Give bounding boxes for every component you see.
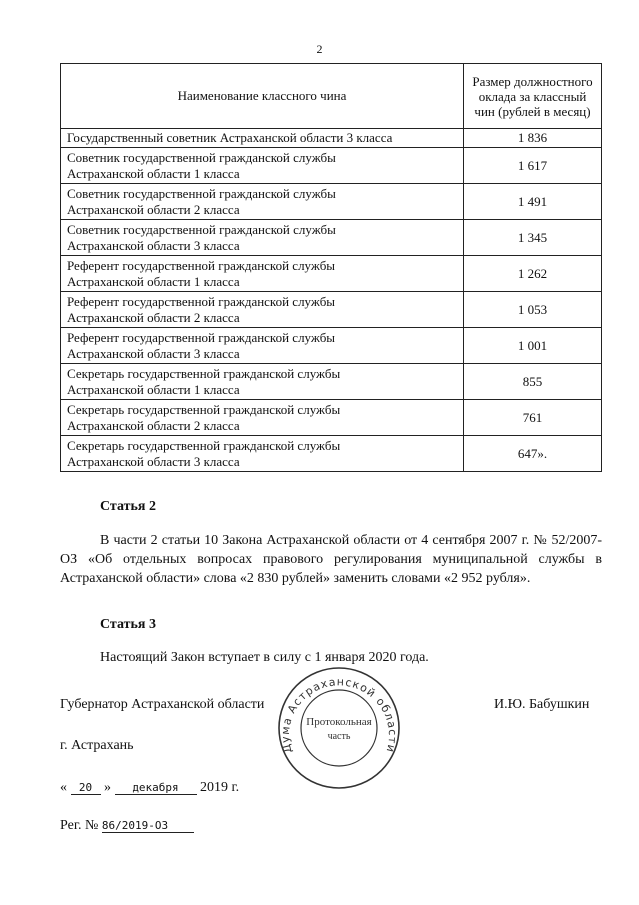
article-3-heading: Статья 3 (100, 617, 156, 632)
salary-cell: 1 617 (464, 148, 602, 184)
rank-line: Советник государственной гражданской службы (67, 149, 336, 165)
table-row (61, 400, 602, 436)
article-3-body: Настоящий Закон вступает в силу с 1 января 2020 года. (100, 650, 429, 665)
stamp-inner-line-1: Протокольная (306, 716, 372, 728)
salary-cell: 1 053 (464, 292, 602, 328)
salary-cell: 1 262 (464, 256, 602, 292)
rank-line: Референт государственной гражданской службы (67, 257, 336, 273)
rank-cell (61, 256, 464, 292)
rank-cell (61, 148, 464, 184)
date-close-quote: » (104, 780, 111, 795)
rank-line: Астраханской области 3 класса (67, 237, 240, 253)
rank-line: Астраханской области 2 класса (67, 417, 240, 433)
article-2-body: В части 2 статьи 10 Закона Астраханской области от 4 сентября 2007 г. № 52/2007-ОЗ «Об отдельных вопросах правового регулирования муниципальной службы в Астраханской области» слова «2 830 рублей» заменить словами «2 952 рубля». (60, 533, 602, 586)
date-year: 2019 г. (200, 780, 240, 795)
table-row (61, 220, 602, 256)
registration-label: Рег. № (60, 818, 99, 833)
registration-number (60, 818, 194, 834)
salary-cell: 1 491 (464, 184, 602, 220)
table-header-row (61, 64, 602, 129)
rank-line: Референт государственной гражданской службы (67, 329, 336, 345)
table-row (61, 129, 602, 148)
salary-cell: 761 (464, 400, 602, 436)
article-2-heading: Статья 2 (100, 499, 156, 514)
rank-line: Астраханской области 2 класса (67, 309, 240, 325)
svg-text:Дума Астраханской области (279, 675, 399, 754)
salary-table (60, 63, 602, 472)
table-row (61, 364, 602, 400)
rank-cell (61, 436, 464, 472)
stamp-inner-line-2: часть (327, 731, 351, 742)
duma-stamp (276, 665, 402, 791)
rank-cell (61, 364, 464, 400)
table-row (61, 256, 602, 292)
rank-line: Советник государственной гражданской службы (67, 221, 336, 237)
date-month: декабря (115, 781, 197, 795)
table-row (61, 292, 602, 328)
rank-line: Астраханской области 1 класса (67, 381, 240, 397)
table-row (61, 184, 602, 220)
rank-cell (61, 184, 464, 220)
date-open-quote: « (60, 780, 67, 795)
rank-line: Секретарь государственной гражданской службы (67, 401, 341, 417)
governor-name: И.Ю. Бабушкин (494, 697, 590, 712)
stamp-outer-text: Дума Астраханской области (278, 675, 400, 755)
article-2-text (60, 531, 602, 588)
table-row (61, 148, 602, 184)
rank-line: Астраханской области 3 класса (67, 453, 240, 469)
rank-line: Астраханской области 1 класса (67, 273, 240, 289)
rank-line: Секретарь государственной гражданской службы (67, 437, 341, 453)
salary-cell: 1 345 (464, 220, 602, 256)
table-row (61, 436, 602, 472)
salary-cell: 1 836 (464, 129, 602, 148)
rank-cell: Государственный советник Астраханской области 3 класса (61, 129, 464, 148)
rank-line: Секретарь государственной гражданской службы (67, 365, 341, 381)
city: г. Астрахань (60, 738, 134, 753)
rank-line: Советник государственной гражданской службы (67, 185, 336, 201)
registration-value: 86/2019-ОЗ (102, 819, 194, 833)
rank-cell (61, 400, 464, 436)
salary-cell: 855 (464, 364, 602, 400)
rank-cell (61, 220, 464, 256)
header-rank-name: Наименование классного чина (61, 64, 464, 129)
table-row (61, 328, 602, 364)
rank-cell (61, 328, 464, 364)
date-day: 20 (71, 781, 101, 795)
page-number: 2 (316, 42, 323, 56)
salary-cell: 647». (464, 436, 602, 472)
rank-line: Референт государственной гражданской службы (67, 293, 336, 309)
rank-cell (61, 292, 464, 328)
signing-date (60, 780, 239, 796)
governor-title: Губернатор Астраханской области (60, 697, 265, 712)
rank-line: Астраханской области 2 класса (67, 201, 240, 217)
rank-line: Астраханской области 1 класса (67, 165, 240, 181)
header-salary: Размер должностного оклада за классный чин (рублей в месяц) (464, 64, 602, 129)
salary-cell: 1 001 (464, 328, 602, 364)
rank-line: Астраханской области 3 класса (67, 345, 240, 361)
